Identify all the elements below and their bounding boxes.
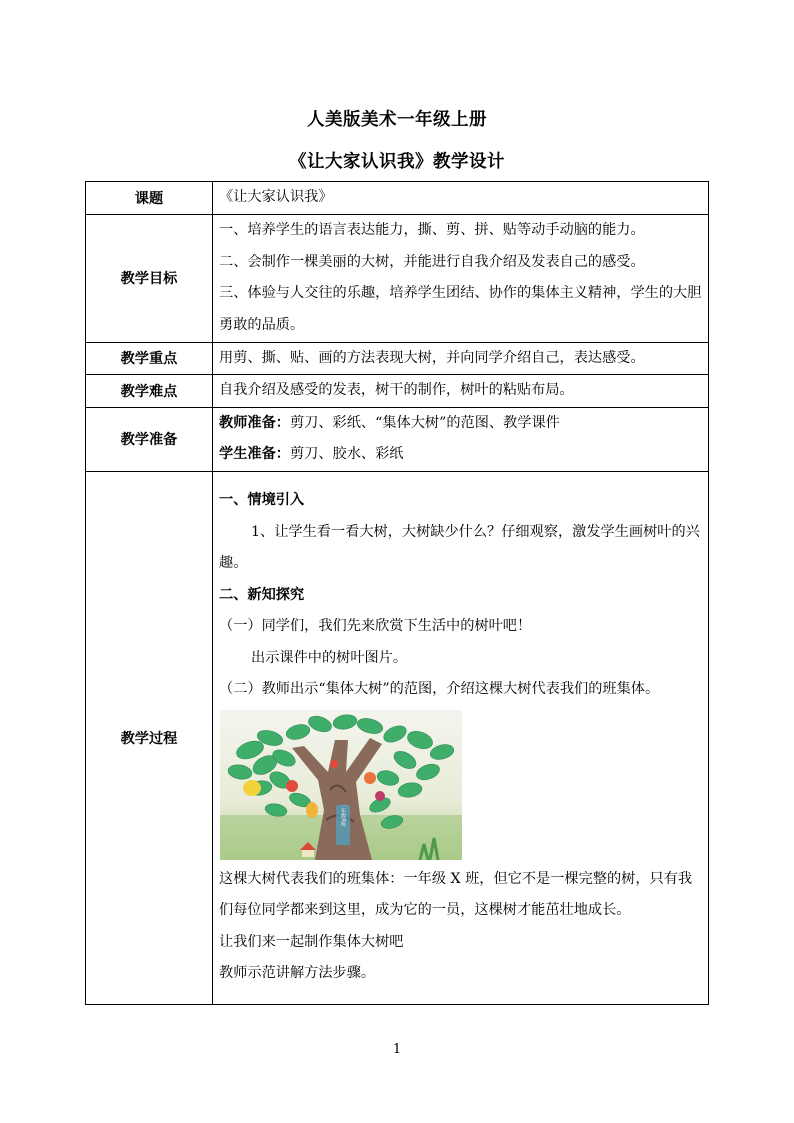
- process-paragraph-2: 让我们来一起制作集体大树吧: [219, 933, 404, 950]
- page-number: 1: [392, 1042, 402, 1057]
- lesson-plan-table: [85, 181, 709, 1005]
- difficulties-value: [213, 375, 709, 408]
- objective-item: 三、体验与人交往的乐趣，培养学生团结、协作的集体主义精神，学生的大胆勇敢的品质。: [219, 285, 702, 333]
- step-2: （二）教师出示“集体大树”的范图，介绍这棵大树代表我们的班集体。: [219, 681, 660, 698]
- teacher-preparation-text: 剪刀、彩纸、“集体大树”的范图、教学课件: [289, 414, 560, 431]
- step-1: （一）同学们，我们先来欣赏下生活中的树叶吧！: [219, 618, 532, 635]
- document-title: 人美版美术一年级上册: [307, 110, 487, 130]
- row-topic: [86, 182, 709, 215]
- key-points-text: 用剪、撕、贴、画的方法表现大树，并向同学介绍自己，表达感受。: [219, 349, 645, 366]
- difficulties-text: 自我介绍及感受的发表，树干的制作，树叶的粘贴布局。: [219, 382, 574, 398]
- row-preparation: [86, 407, 709, 471]
- section-1-text: 1、让学生看一看大树，大树缺少什么？仔细观察，激发学生画树叶的兴趣。: [219, 523, 700, 572]
- objective-item: 一、培养学生的语言表达能力，撕、剪、拼、贴等动手动脑的能力。: [219, 222, 645, 238]
- document-subtitle: 《让大家认识我》教学设计: [289, 152, 505, 172]
- topic-value: [213, 182, 709, 215]
- process-paragraph-3: 教师示范讲解方法步骤。: [219, 965, 376, 982]
- process-value: [213, 471, 709, 1004]
- teacher-preparation-label: 教师准备：: [219, 414, 290, 431]
- student-preparation: [219, 439, 702, 471]
- key-points-value: [213, 342, 709, 375]
- section-1-title: 一、情境引入: [219, 492, 305, 509]
- teacher-preparation: [219, 408, 702, 440]
- step-1-sub: 出示课件中的树叶图片。: [251, 649, 408, 666]
- student-preparation-label: 学生准备：: [219, 446, 290, 462]
- difficulties-label: 教学难点: [86, 375, 213, 408]
- key-points-label: 教学重点: [86, 342, 213, 375]
- row-key-points: [86, 342, 709, 375]
- collective-tree-image: [220, 710, 462, 860]
- row-objectives: [86, 214, 709, 342]
- process-label: 教学过程: [86, 471, 213, 1004]
- row-difficulties: [86, 375, 709, 408]
- topic-label: 课题: [86, 182, 213, 215]
- preparation-label: 教学准备: [86, 407, 213, 471]
- objectives-label: 教学目标: [86, 214, 213, 342]
- process-paragraph-1: 这棵大树代表我们的班集体：一年级 X 班，但它不是一棵完整的树，只有我们每位同学都来到这里，成为它的一员，这棵树才能茁壮地成长。: [219, 870, 693, 919]
- objective-item: 二、会制作一棵美丽的大树，并能进行自我介绍及发表自己的感受。: [219, 253, 645, 270]
- student-preparation-text: 剪刀、胶水、彩纸: [289, 446, 404, 462]
- tree-label-text: 一年级X班: [340, 803, 346, 827]
- row-process: [86, 471, 709, 1004]
- section-2-title: 二、新知探究: [219, 586, 305, 603]
- preparation-value: [213, 407, 709, 471]
- topic-text: 《让大家认识我》: [219, 189, 333, 205]
- objectives-value: [213, 214, 709, 342]
